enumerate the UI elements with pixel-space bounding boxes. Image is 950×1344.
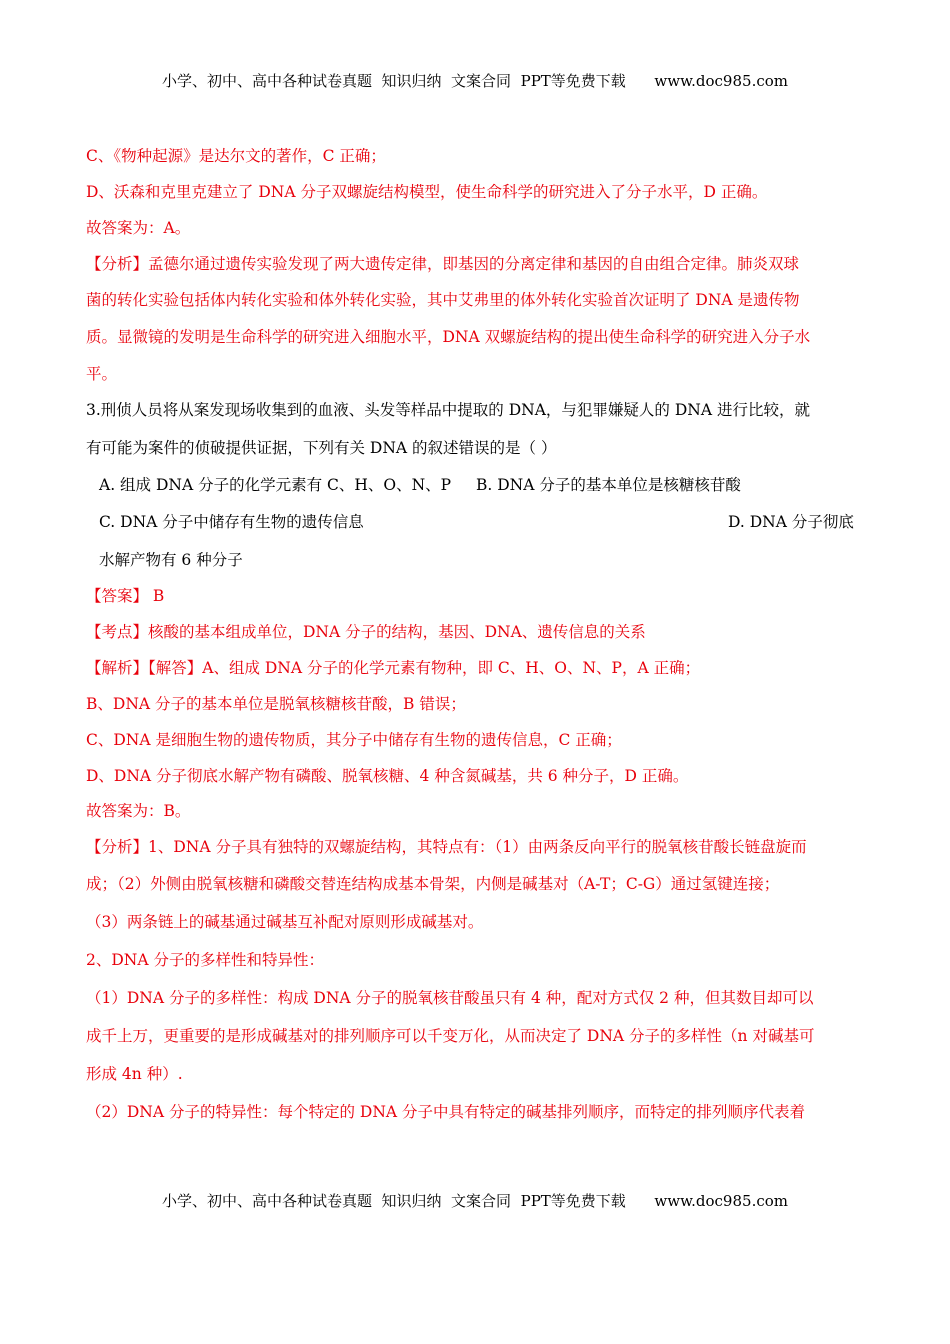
question-stem-line-1: 3.刑侦人员将从案发现场收集到的血液、头发等样品中提取的 DNA，与犯罪嫌疑人的 DNA 进行比较，就 (86, 401, 810, 419)
topic-line: 【考点】核酸的基本组成单位，DNA 分子的结构，基因、DNA、遗传信息的关系 (86, 623, 646, 641)
prev-analysis-line-3: 质。显微镜的发明是生命科学的研究进入细胞水平，DNA 双螺旋结构的提出使生命科学的研究进入分子水 (86, 328, 811, 346)
answer-line: 【答案】 B (86, 587, 165, 605)
option-a: A. 组成 DNA 分子的化学元素有 C、H、O、N、P (99, 476, 452, 494)
explanation-b: B、DNA 分子的基本单位是脱氧核糖核苷酸，B 错误； (86, 695, 466, 713)
prev-analysis-line-4: 平。 (86, 365, 118, 383)
analysis-line-6: 成千上万，更重要的是形成碱基对的排列顺序可以千变万化，从而决定了 DNA 分子的多样性（n 对碱基可 (86, 1027, 815, 1045)
prev-option-d-explanation: D、沃森和克里克建立了 DNA 分子双螺旋结构模型，使生命科学的研究进入了分子水平，D 正确。 (86, 183, 768, 201)
analysis-line-5: （1）DNA 分子的多样性：构成 DNA 分子的脱氧核苷酸虽只有 4 种，配对方式仅 2 种，但其数目却可以 (86, 989, 814, 1007)
analysis-line-4: 2、DNA 分子的多样性和特异性： (86, 951, 324, 969)
option-d-part-1: D. DNA 分子彻底 (728, 513, 854, 531)
explanation-d: D、DNA 分子彻底水解产物有磷酸、脱氧核糖、4 种含氮碱基，共 6 种分子，D 正确。 (86, 767, 689, 785)
explanation-c: C、DNA 是细胞生物的遗传物质，其分子中储存有生物的遗传信息，C 正确； (86, 731, 622, 749)
analysis-line-8: （2）DNA 分子的特异性：每个特定的 DNA 分子中具有特定的碱基排列顺序，而特定的排列顺序代表着 (86, 1103, 806, 1121)
page-header: 小学、初中、高中各种试卷真题 知识归纳 文案合同 PPT等免费下载 www.doc985.com (161, 72, 788, 90)
page-footer: 小学、初中、高中各种试卷真题 知识归纳 文案合同 PPT等免费下载 www.doc985.com (161, 1192, 788, 1210)
analysis-line-2: 成；（2）外侧由脱氧核糖和磷酸交替连结构成基本骨架，内侧是碱基对（A-T；C-G）通过氢键连接； (86, 875, 780, 893)
question-stem-line-2: 有可能为案件的侦破提供证据，下列有关 DNA 的叙述错误的是（ ） (86, 439, 557, 457)
analysis-line-3: （3）两条链上的碱基通过碱基互补配对原则形成碱基对。 (86, 913, 484, 931)
option-c: C. DNA 分子中储存有生物的遗传信息 (99, 513, 364, 531)
prev-option-c-explanation: C、《物种起源》是达尔文的著作，C 正确； (86, 147, 386, 165)
prev-final-answer: 故答案为：A。 (86, 219, 191, 237)
analysis-line-7: 形成 4n 种）. (86, 1065, 183, 1083)
explanation-a: 【解析】【解答】A、组成 DNA 分子的化学元素有物种，即 C、H、O、N、P，A 正确； (86, 659, 701, 677)
option-d-part-2: 水解产物有 6 种分子 (99, 551, 243, 569)
analysis-line-1: 【分析】1、DNA 分子具有独特的双螺旋结构，其特点有：（1）由两条反向平行的脱氧核苷酸长链盘旋而 (86, 838, 807, 856)
prev-analysis-line-2: 菌的转化实验包括体内转化实验和体外转化实验，其中艾弗里的体外转化实验首次证明了 DNA 是遗传物 (86, 291, 800, 309)
final-answer: 故答案为：B。 (86, 802, 191, 820)
option-b: B. DNA 分子的基本单位是核糖核苷酸 (476, 476, 741, 494)
prev-analysis-line-1: 【分析】孟德尔通过遗传实验发现了两大遗传定律，即基因的分离定律和基因的自由组合定律。肺炎双球 (86, 255, 800, 273)
